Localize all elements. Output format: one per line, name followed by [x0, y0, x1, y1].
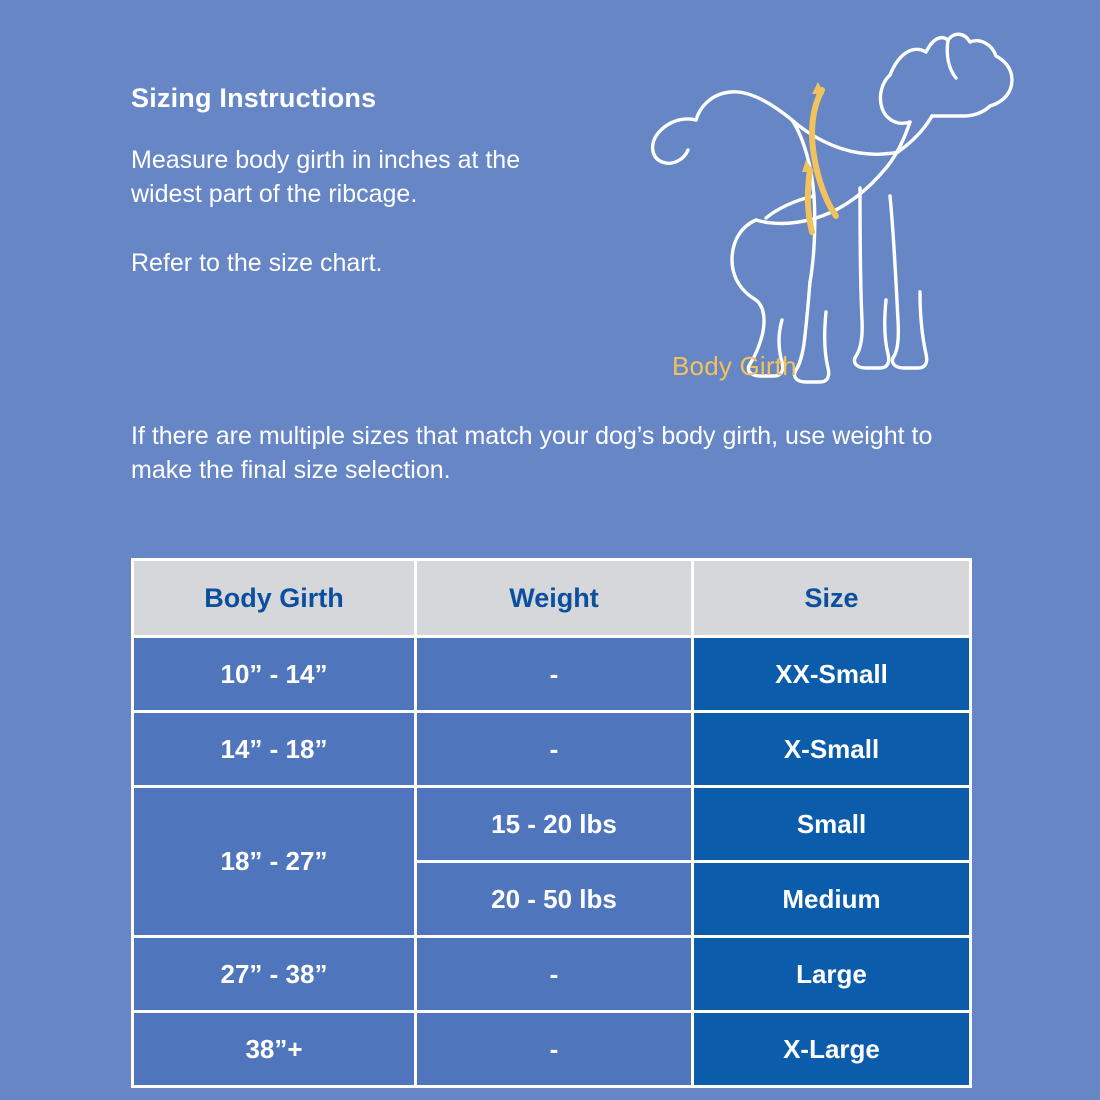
cell-body-girth: 10” - 14” — [133, 637, 416, 712]
cell-body-girth: 14” - 18” — [133, 712, 416, 787]
cell-weight: - — [416, 937, 693, 1012]
cell-size: Small — [693, 787, 971, 862]
cell-body-girth: 27” - 38” — [133, 937, 416, 1012]
dog-outline-icon — [560, 20, 1040, 420]
cell-weight: 15 - 20 lbs — [416, 787, 693, 862]
cell-size: Large — [693, 937, 971, 1012]
girth-label: Body Girth — [672, 351, 797, 381]
column-header-body-girth: Body Girth — [133, 560, 416, 637]
table-row — [133, 1012, 971, 1087]
cell-size: X-Large — [693, 1012, 971, 1087]
cell-size: XX-Small — [693, 637, 971, 712]
table-row — [133, 637, 971, 712]
size-chart-table — [131, 558, 972, 1088]
cell-weight: - — [416, 712, 693, 787]
instructions-block — [131, 82, 551, 281]
table-row — [133, 712, 971, 787]
cell-size: Medium — [693, 862, 971, 937]
table-row — [133, 787, 971, 862]
page-title: Sizing Instructions — [131, 83, 377, 113]
cell-body-girth-merged: 18” - 27” — [133, 787, 416, 937]
column-header-size: Size — [693, 560, 971, 637]
dog-illustration — [560, 20, 1040, 420]
column-header-weight: Weight — [416, 560, 693, 637]
instructions-paragraph-1: Measure body girth in inches at the widest part of the ribcage. — [131, 146, 521, 208]
cell-weight: 20 - 50 lbs — [416, 862, 693, 937]
cell-body-girth: 38”+ — [133, 1012, 416, 1087]
table-header-row — [133, 560, 971, 637]
instructions-paragraph-2: Refer to the size chart. — [131, 249, 383, 278]
table-row — [133, 937, 971, 1012]
instructions-note: If there are multiple sizes that match your dog’s body girth, use weight to make the final size selection. — [131, 422, 933, 484]
cell-size: X-Small — [693, 712, 971, 787]
cell-weight: - — [416, 1012, 693, 1087]
cell-weight: - — [416, 637, 693, 712]
